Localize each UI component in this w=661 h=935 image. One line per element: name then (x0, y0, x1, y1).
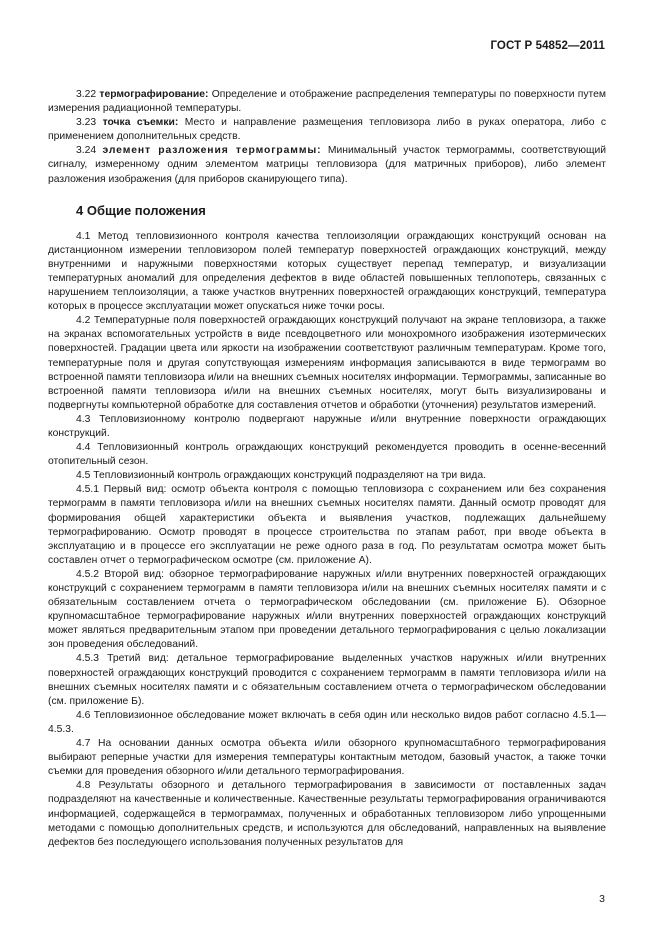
paragraph-4-5-1: 4.5.1 Первый вид: осмотр объекта контроля с помощью тепловизора с сохранением или без сохранения термограмм в памяти тепловизора и/или на внешних съемных носителях памяти. Данный осмотр проводят для формирования общей характеристики объекта и выявления участков, подлежащих дальнейшему термографированию. Осмотр проводят в процессе строительства по этапам работ, при вводе объекта в эксплуатацию и в процессе его эксплуатации не реже одного раза в год. По результатам осмотра может быть составлен отчет о термографическом осмотре (см. приложение А). (48, 484, 606, 566)
term: термографирование: (99, 89, 209, 100)
paragraph-4-7: 4.7 На основании данных осмотра объекта и/или обзорного крупномасштабного термографирования выбирают реперные участки для измерения температуры контактным методом, базовый участок, а также точки съемки для проведения обзорного и/или детального термографирования. (48, 738, 606, 778)
definition-3-23: 3.23 точка съемки: Место и направление размещения тепловизора либо в руках оператора, либо с применением дополнительных средств. (48, 117, 607, 143)
term: элемент разложения термограммы: (102, 145, 322, 157)
term: точка съемки: (102, 117, 179, 129)
paragraph-4-1: 4.1 Метод тепловизионного контроля качества теплоизоляции ограждающих конструкций основан на дистанционном измерении тепловизором полей температур поверхностей ограждающих конструкций, между внутренними и наружными поверхностями которых существует перепад температур, и визуализации температурных аномалий для определения дефектов в виде областей повышенных теплопотерь, связанных с нарушением теплоизоляции, а также участков внутренних поверхностей ограждающих конструкций, температура которых в процессе эксплуатации может опускаться ниже точки росы. (48, 230, 606, 313)
paragraph-4-3: 4.3 Тепловизионному контролю подвергают наружные и/или внутренние поверхности ограждающих конструкций. (48, 413, 606, 439)
definition-3-22: 3.22 термографирование: Определение и отображение распределения температуры по поверхности путем измерения радиационной температуры. (48, 89, 606, 115)
paragraph-4-5: 4.5 Тепловизионный контроль ограждающих конструкций подразделяют на три вида. (76, 470, 486, 482)
paragraph-4-2: 4.2 Температурные поля поверхностей ограждающих конструкций получают на экране тепловизора, а также на экранах вспомогательных устройств в виде псевдоцветного или монохромного изображения изотермических поверхностей. Градации цвета или яркости на изображении соответствуют различным температурам. Кроме того, температурные поля и другая сопутствующая измерениям информация записываются в виде термограмм во встроенной памяти тепловизора и/или на внешних съемных носителях информации. Термограммы, записанные во встроенной памяти тепловизора и/или на внешних съемных носителях, могут быть визуализированы и подвергнуты компьютерной обработке для составления отчетов и обработки (уточнения) результатов измерений. (48, 315, 606, 411)
paragraph-4-5-3: 4.5.3 Третий вид: детальное термографирование выделенных участков наружных и/или внутренних поверхностей ограждающих конструкций проводится с сохранением термограмм в памяти тепловизора и/или на внешних съемных носителях памяти и с обязательным составлением отчета о термографическом обследовании (см. приложение Б). (48, 653, 606, 707)
page-number: 3 (599, 893, 605, 905)
paragraph-4-5-2: 4.5.2 Второй вид: обзорное термографирование наружных и/или внутренних поверхностей ограждающих конструкций с сохранением термограмм в памяти тепловизора и/или на внешних съемных носителях памяти и с обязательным составлением отчета о термографическом обследовании (см. приложение Б). Обзорное крупномасштабное термографирование наружных и/или внутренних поверхностей ограждающих конструкций может являться предварительным этапом при проведении детального термографирования с целью локализации зон проведения обследований. (48, 568, 606, 651)
paragraph-4-6: 4.6 Тепловизионное обследование может включать в себя один или несколько видов работ согласно 4.5.1—4.5.3. (48, 709, 606, 735)
standard-id: ГОСТ Р 54852—2011 (490, 40, 605, 52)
document-body (48, 88, 606, 850)
section-title: 4 Общие положения (76, 202, 206, 218)
paragraph-4-8: 4.8 Результаты обзорного и детального термографирования в зависимости от поставленных задач подразделяют на качественные и количественные. Качественные результаты термографирования ограничиваются информацией, содержащейся в термограммах, полученных и обработанных тепловизором либо упрощенными методами с помощью дополнительных средств, и используются для обследований, направленных на выявление дефектов без последующего использования полученных результатов для (48, 780, 606, 848)
paragraph-4-4: 4.4 Тепловизионный контроль ограждающих конструкций рекомендуется проводить в осенне-весенний отопительный сезон. (48, 442, 606, 468)
definition-3-24: 3.24 элемент разложения термограммы: Минимальный участок термограммы, соответствующий сигналу, измеренному одним элементом матрицы тепловизора (для матричных приборов), либо элемент разложения изображения (для приборов сканирующего типа). (48, 145, 607, 185)
